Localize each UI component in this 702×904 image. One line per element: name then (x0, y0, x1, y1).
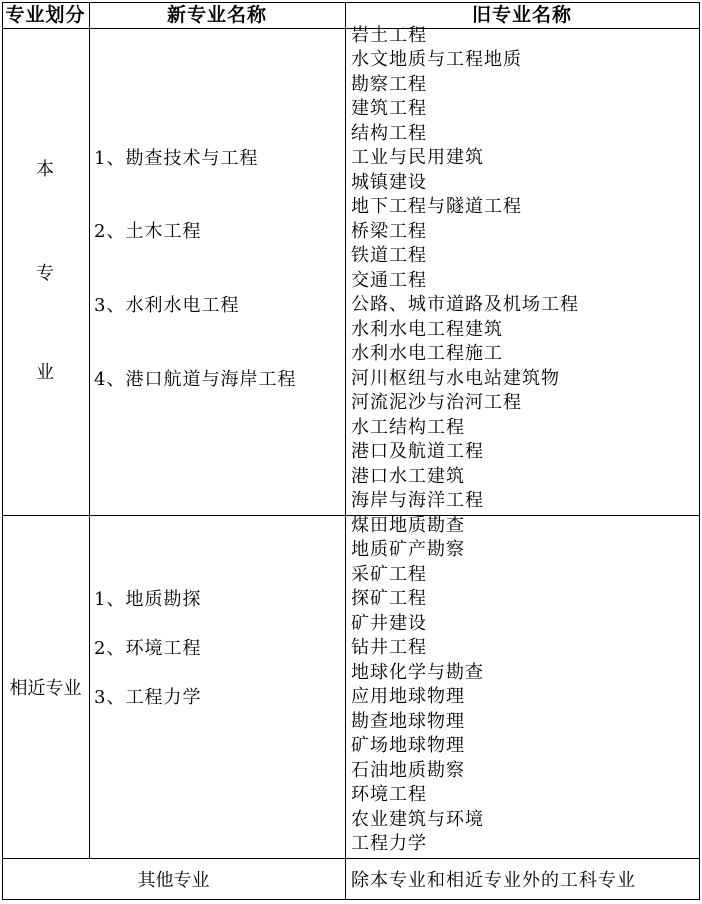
old-major: 建筑工程 (351, 98, 427, 119)
new-major: 2、土木工程 (94, 221, 202, 242)
old-major: 环境工程 (351, 784, 427, 805)
benzhuanye-label-char: 业 (36, 362, 55, 383)
old-major: 农业建筑与环境 (351, 809, 484, 830)
old-major: 水利水电工程施工 (351, 343, 503, 364)
old-major: 工程力学 (351, 833, 427, 854)
xiangjin-label: 相近专业 (9, 678, 82, 699)
old-major: 水利水电工程建筑 (351, 319, 503, 340)
old-major: 采矿工程 (351, 564, 427, 585)
old-major: 港口水工建筑 (351, 466, 465, 487)
header-new-name: 新专业名称 (166, 4, 267, 26)
row-divider-2 (2, 858, 700, 859)
old-major: 矿井建设 (351, 613, 427, 634)
new-major: 3、水利水电工程 (94, 295, 240, 316)
table-border-right (699, 2, 700, 900)
old-major: 城镇建设 (351, 172, 427, 193)
old-major: 地下工程与隧道工程 (351, 196, 522, 217)
old-major: 工业与民用建筑 (351, 147, 484, 168)
table-border-left (2, 2, 3, 900)
old-major: 钻井工程 (351, 637, 427, 658)
old-major: 岩土工程 (351, 25, 427, 46)
benzhuanye-label-char: 本 (36, 159, 55, 180)
old-major: 交通工程 (351, 270, 427, 291)
new-major: 1、地质勘探 (94, 589, 202, 610)
new-major: 3、工程力学 (94, 687, 202, 708)
old-major: 水工结构工程 (351, 417, 465, 438)
old-major: 应用地球物理 (351, 686, 465, 707)
old-major: 石油地质勘察 (351, 760, 465, 781)
header-category: 专业划分 (5, 4, 86, 26)
new-major: 2、环境工程 (94, 638, 202, 659)
old-major: 地球化学与勘查 (351, 662, 484, 683)
old-major: 铁道工程 (351, 245, 427, 266)
old-major: 水文地质与工程地质 (351, 49, 522, 70)
old-major: 勘查地球物理 (351, 711, 465, 732)
old-major: 公路、城市道路及机场工程 (351, 294, 579, 315)
table-border-bottom (2, 899, 700, 900)
other-label: 其他专业 (137, 870, 210, 891)
new-major: 4、港口航道与海岸工程 (94, 369, 297, 390)
benzhuanye-label-char: 专 (36, 263, 55, 284)
col-divider-2 (345, 2, 346, 900)
old-major: 矿场地球物理 (351, 735, 465, 756)
old-major: 河川枢纽与水电站建筑物 (351, 368, 560, 389)
old-major: 桥梁工程 (351, 221, 427, 242)
old-major: 结构工程 (351, 123, 427, 144)
old-major: 地质矿产勘察 (351, 539, 465, 560)
old-major: 河流泥沙与治河工程 (351, 392, 522, 413)
old-major: 煤田地质勘查 (351, 515, 465, 536)
old-major: 勘察工程 (351, 74, 427, 95)
old-major: 探矿工程 (351, 588, 427, 609)
old-major: 港口及航道工程 (351, 441, 484, 462)
col-divider-1 (89, 2, 90, 859)
new-major: 1、勘查技术与工程 (94, 148, 259, 169)
old-major: 海岸与海洋工程 (351, 490, 484, 511)
header-old-name: 旧专业名称 (471, 4, 572, 26)
other-description: 除本专业和相近专业外的工科专业 (351, 870, 636, 891)
